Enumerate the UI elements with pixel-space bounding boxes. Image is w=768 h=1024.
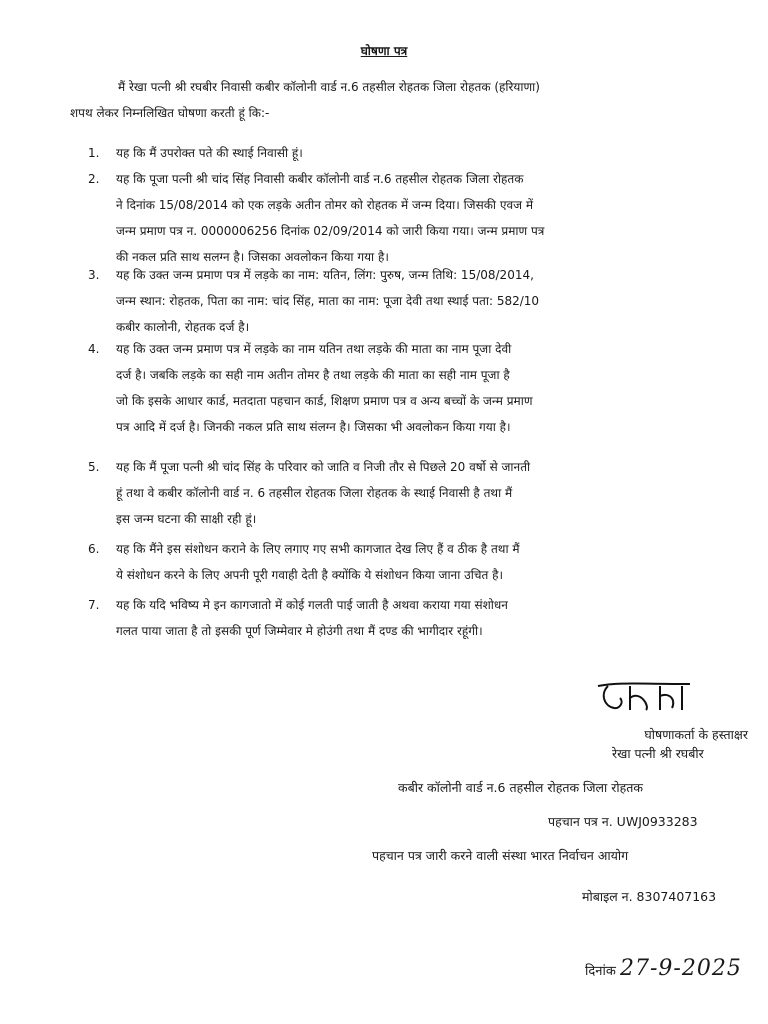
item-line: यह कि मैंने इस संशोधन कराने के लिए लगाए गए सभी कागजात देख लिए हैं व ठीक है तथा मैं: [116, 542, 520, 556]
item-line: ये संशोधन करने के लिए अपनी पूरी गवाही देती है क्योंकि ये संशोधन किया जाना उचित है।: [116, 568, 504, 582]
item-line: यह कि उक्त जन्म प्रमाण पत्र में लड़के का नाम यतिन तथा लड़के की माता का नाम पूजा देवी: [116, 342, 512, 356]
item-line: ने दिनांक 15/08/2014 को एक लड़के अतीन तोमर को रोहतक में जन्म दिया। जिसकी एवज में: [116, 198, 534, 212]
intro-paragraph: [70, 74, 700, 126]
item-number: 7.: [88, 598, 100, 612]
item-line: यह कि मैं पूजा पत्नी श्री चांद सिंह के परिवार को जाति व निजी तौर से पिछले 20 वर्षो से जानती: [116, 460, 531, 474]
declarant-address: कबीर कॉलोनी वार्ड न.6 तहसील रोहतक जिला रोहतक: [398, 780, 643, 795]
item-number: 5.: [88, 460, 100, 474]
id-issuer: पहचान पत्र जारी करने वाली संस्था भारत निर्वाचन आयोग: [372, 848, 629, 863]
item-number: 6.: [88, 542, 100, 556]
date-value: 27-9-2025: [619, 956, 742, 981]
item-line: पत्र आदि में दर्ज है। जिनकी नकल प्रति साथ संलग्न है। जिसका भी अवलोकन किया गया है।: [116, 420, 511, 434]
item-line: यह कि मैं उपरोक्त पते की स्थाई निवासी हूं।: [116, 146, 303, 160]
item-line: दर्ज है। जबकि लड़के का सही नाम अतीन तोमर है तथा लड़के की माता का सही नाम पूजा है: [116, 368, 510, 382]
date-row: [585, 956, 742, 981]
item-line: जन्म स्थान: रोहतक, पिता का नाम: चांद सिंह, माता का नाम: पूजा देवी तथा स्थाई पता: 582/10: [116, 294, 540, 308]
intro-line-2: शपथ लेकर निम्नलिखित घोषणा करती हूं कि:-: [70, 106, 270, 120]
handwritten-signature: [590, 676, 700, 716]
item-text: [116, 592, 728, 644]
item-line: यह कि उक्त जन्म प्रमाण पत्र में लड़के का नाम: यतिन, लिंग: पुरुष, जन्म तिथि: 15/08/2014,: [116, 268, 534, 282]
item-number: 4.: [88, 342, 100, 356]
item-text: [116, 454, 728, 532]
declarant-name: रेखा पत्नी श्री रघबीर: [612, 746, 704, 761]
item-line: गलत पाया जाता है तो इसकी पूर्ण जिम्मेवार मे होउंगी तथा मैं दण्ड की भागीदार रहूंगी।: [116, 624, 483, 638]
document-title: घोषणा पत्र: [360, 44, 408, 58]
item-line: जन्म प्रमाण पत्र न. 0000006256 दिनांक 02/09/2014 को जारी किया गया। जन्म प्रमाण पत्र: [116, 224, 545, 238]
date-label: दिनांक: [585, 964, 616, 979]
intro-line-1: मैं रेखा पत्नी श्री रघबीर निवासी कबीर कॉलोनी वार्ड न.6 तहसील रोहतक जिला रोहतक (हरियाणा): [118, 80, 540, 94]
item-text: [116, 336, 728, 440]
item-line: जो कि इसके आधार कार्ड, मतदाता पहचान कार्ड, शिक्षण प्रमाण पत्र व अन्य बच्चों के जन्म प्रमाण: [116, 394, 533, 408]
item-line: की नकल प्रति साथ सलग्न है। जिसका अवलोकन किया गया है।: [116, 250, 389, 264]
item-line: हूं तथा वे कबीर कॉलोनी वार्ड न. 6 तहसील रोहतक जिला रोहतक के स्थाई निवासी है तथा मैं: [116, 486, 513, 500]
item-text: [116, 140, 728, 166]
item-line: कबीर कालोनी, रोहतक दर्ज है।: [116, 320, 250, 334]
signature-label: घोषणाकर्ता के हस्ताक्षर: [644, 727, 748, 742]
item-text: [116, 262, 728, 340]
item-number: 2.: [88, 172, 100, 186]
item-text: [116, 536, 728, 588]
item-line: यह कि पूजा पत्नी श्री चांद सिंह निवासी कबीर कॉलोनी वार्ड न.6 तहसील रोहतक जिला रोहतक: [116, 172, 524, 186]
item-line: इस जन्म घटना की साक्षी रही हूं।: [116, 512, 257, 526]
item-number: 1.: [88, 146, 100, 160]
item-number: 3.: [88, 268, 100, 282]
item-line: यह कि यदि भविष्य मे इन कागजातो में कोई गलती पाई जाती है अथवा कराया गया संशोधन: [116, 598, 508, 612]
mobile-number: मोबाइल न. 8307407163: [582, 889, 717, 904]
id-card-number: पहचान पत्र न. UWJ0933283: [548, 814, 698, 829]
item-text: [116, 166, 728, 270]
